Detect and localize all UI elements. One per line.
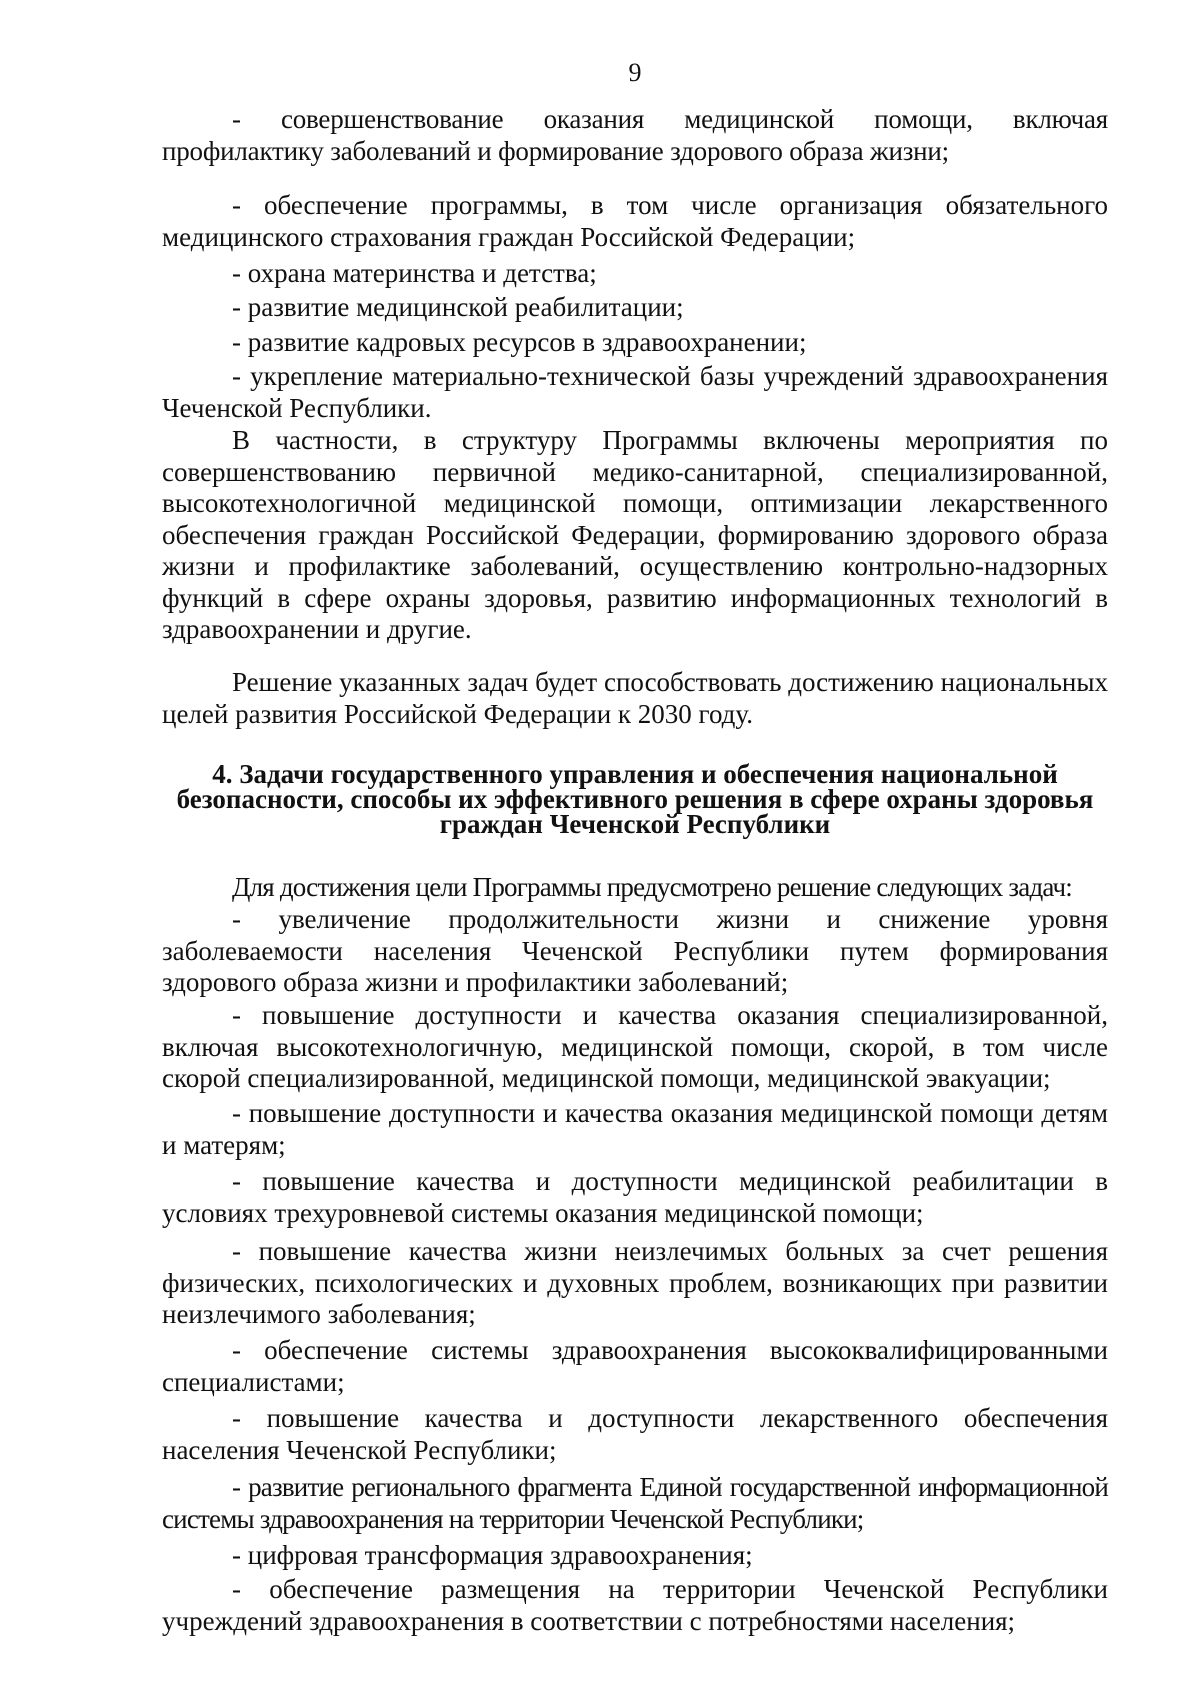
intro-item-5: - развитие кадровых ресурсов в здравоохранении; [232,327,807,357]
task-item-8: - развитие регионального фрагмента Единой государственной информационной системы здравоохранения на территории Чеченской Республики; [162,1472,1108,1534]
intro-item-2: - обеспечение программы, в том числе организация обязательного медицинского страхования граждан Российской Федерации; [162,190,1108,252]
task-item-2: - повышение доступности и качества оказания специализированной, включая высокотехнологичную, медицинской помощи, скорой, в том числе скорой специализированной, медицинской помощи, медицинской эвакуации; [162,1000,1108,1093]
intro-item-6: - укрепление материально-технической базы учреждений здравоохранения Чеченской Республики. [162,361,1108,423]
task-item-7: - повышение качества и доступности лекарственного обеспечения населения Чеченской Республики; [162,1403,1108,1465]
task-item-6: - обеспечение системы здравоохранения высококвалифицированными специалистами; [162,1335,1108,1397]
structure-paragraph: В частности, в структуру Программы включены мероприятия по совершенствованию первичной медико-санитарной, специализированной, высокотехнологичной медицинской помощи, оптимизации лекарственного обеспечения граждан Российской Федерации, формированию здорового образа жизни и профилактике заболеваний, осуществлению контрольно-надзорных функций в сфере охраны здоровья, развитию информационных технологий в здравоохранении и другие. [162,425,1108,644]
task-item-9: - цифровая трансформация здравоохранения; [232,1540,753,1570]
intro-item-4: - развитие медицинской реабилитации; [232,292,684,322]
page-number: 9 [628,58,642,87]
task-item-4: - повышение качества и доступности медицинской реабилитации в условиях трехуровневой системы оказания медицинской помощи; [162,1166,1108,1228]
task-item-5: - повышение качества жизни неизлечимых больных за счет решения физических, психологических и духовных проблем, возникающих при развитии неизлечимого заболевания; [162,1236,1108,1329]
intro-item-1: - совершенствование оказания медицинской помощи, включая профилактику заболеваний и формирование здорового образа жизни; [162,104,1108,166]
solution-paragraph: Решение указанных задач будет способствовать достижению национальных целей развития Российской Федерации к 2030 году. [162,667,1108,729]
section-4-lead: Для достижения цели Программы предусмотрено решение следующих задач: [232,872,1072,902]
intro-item-3: - охрана материнства и детства; [232,258,597,288]
task-item-1: - увеличение продолжительности жизни и снижение уровня заболеваемости населения Чеченской Республики путем формирования здорового образа жизни и профилактики заболеваний; [162,904,1108,997]
task-item-3: - повышение доступности и качества оказания медицинской помощи детям и матерям; [162,1098,1108,1160]
task-item-10: - обеспечение размещения на территории Чеченской Республики учреждений здравоохранения в соответствии с потребностями населения; [162,1574,1108,1636]
section-4-heading: 4. Задачи государственного управления и обеспечения национальной безопасности, способы их эффективного решения в сфере охраны здоровья граждан Чеченской Республики [176,759,1094,839]
